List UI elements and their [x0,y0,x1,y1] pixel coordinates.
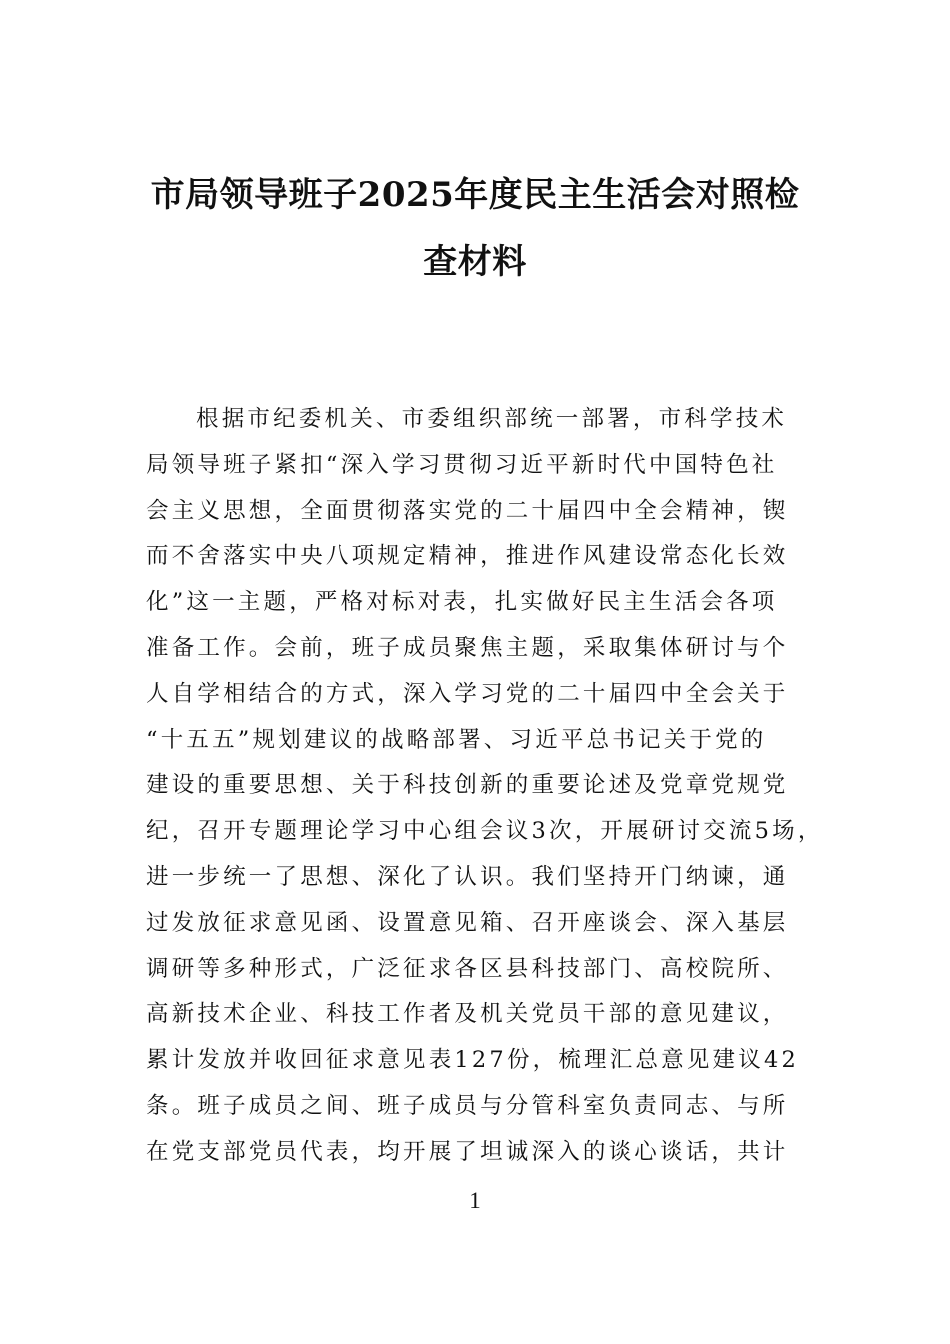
body-line: 高新技术企业、科技工作者及机关党员干部的意见建议， [146,1001,789,1028]
title-line-2: 查材料 [423,242,527,282]
document-title [140,162,810,296]
page-number: 1 [469,1188,481,1213]
title-line-1: 市局领导班子2025年度民主生活会对照检 [150,175,800,215]
body-line: 准备工作。会前，班子成员聚焦主题，采取集体研讨与个 [146,634,789,661]
body-line: 人自学相结合的方式，深入学习党的二十届四中全会关于 [146,680,789,707]
body-line: 根据市纪委机关、市委组织部统一部署，市科学技术 [196,406,788,432]
body-line: 纪，召开专题理论学习中心组会议3次，开展研讨交流5场， [146,818,824,845]
body-line: “十五五”规划建议的战略部署、习近平总书记关于党的 [146,726,767,753]
body-line: 局领导班子紧扣“深入学习贯彻习近平新时代中国特色社 [146,451,778,478]
body-line: 在党支部党员代表，均开展了坦诚深入的谈心谈话，共计 [146,1138,789,1165]
body-line: 而不舍落实中央八项规定精神，推进作风建设常态化长效 [146,543,789,570]
body-line: 进一步统一了思想、深化了认识。我们坚持开门纳谏，通 [146,863,789,890]
body-line: 调研等多种形式，广泛征求各区县科技部门、高校院所、 [146,955,789,982]
body-paragraph [146,397,824,1176]
body-line: 建设的重要思想、关于科技创新的重要论述及党章党规党 [146,772,789,799]
body-line: 化”这一主题，严格对标对表，扎实做好民主生活会各项 [146,589,778,616]
body-line: 过发放征求意见函、设置意见箱、召开座谈会、深入基层 [146,909,789,936]
body-line: 会主义思想，全面贯彻落实党的二十届四中全会精神，锲 [146,497,789,524]
body-line: 条。班子成员之间、班子成员与分管科室负责同志、与所 [146,1092,789,1119]
body-line: 累计发放并收回征求意见表127份，梳理汇总意见建议42 [146,1047,799,1074]
